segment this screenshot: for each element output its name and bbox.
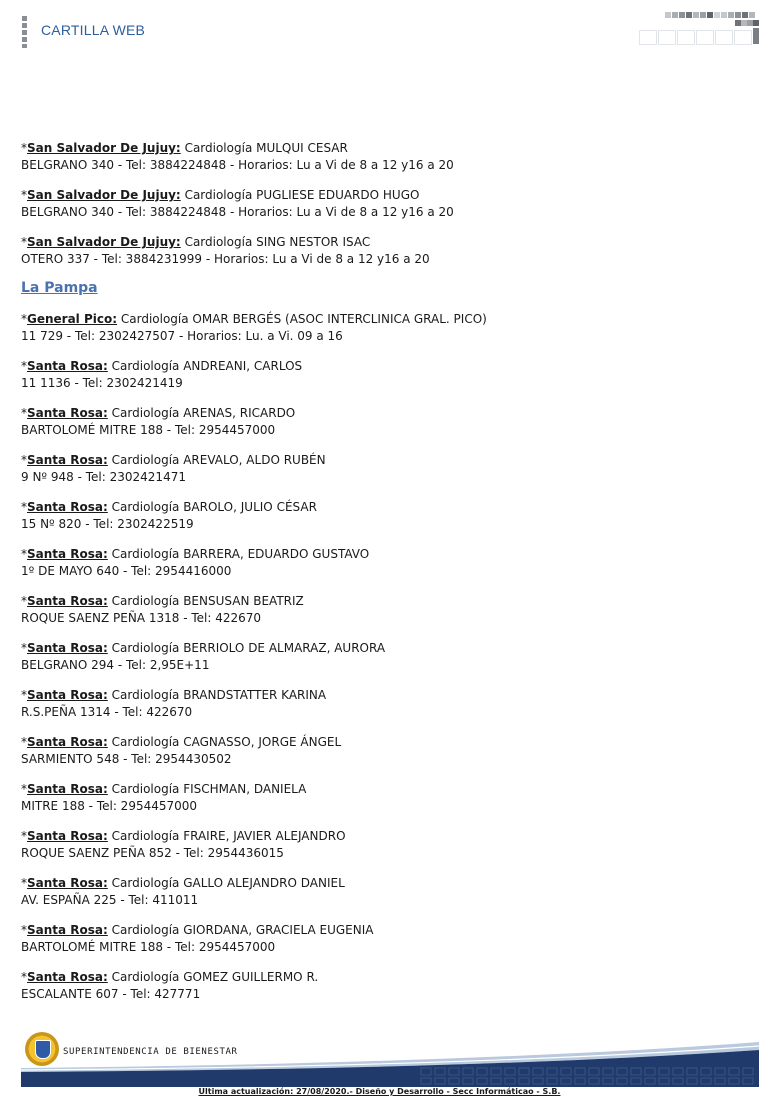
directory-entry <box>21 140 741 173</box>
page-header <box>0 0 759 60</box>
directory-entry <box>21 734 741 767</box>
entry-title-line: *Santa Rosa: Cardiología BENSUSAN BEATRIZ <box>21 594 304 608</box>
entry-title-line: *General Pico: Cardiología OMAR BERGÉS (ASOC INTERCLINICA GRAL. PICO) <box>21 312 487 326</box>
entry-specialty: Cardiología ANDREANI, CARLOS <box>111 359 303 373</box>
directory-entry <box>21 969 741 1002</box>
entry-specialty: Cardiología SING NESTOR ISAC <box>184 235 371 249</box>
entry-specialty: Cardiología OMAR BERGÉS (ASOC INTERCLINICA GRAL. PICO) <box>120 312 487 326</box>
entry-city: Santa Rosa: <box>27 500 108 514</box>
entry-city: San Salvador De Jujuy: <box>27 141 181 155</box>
entry-specialty: Cardiología GOMEZ GUILLERMO R. <box>111 970 319 984</box>
entry-city: Santa Rosa: <box>27 453 108 467</box>
entry-title-line: *Santa Rosa: Cardiología GIORDANA, GRACIELA EUGENIA <box>21 923 374 937</box>
entry-city: Santa Rosa: <box>27 970 108 984</box>
organization-name: SUPERINTENDENCIA DE BIENESTAR <box>63 1047 238 1057</box>
header-mosaic-icon <box>637 10 759 48</box>
entry-specialty: Cardiología GIORDANA, GRACIELA EUGENIA <box>111 923 374 937</box>
entry-detail: MITRE 188 - Tel: 2954457000 <box>21 798 198 813</box>
entry-specialty: Cardiología AREVALO, ALDO RUBÉN <box>111 453 326 467</box>
entry-specialty: Cardiología BRANDSTATTER KARINA <box>111 688 327 702</box>
entry-title-line: *Santa Rosa: Cardiología BERRIOLO DE ALMARAZ, AURORA <box>21 641 386 655</box>
entry-specialty: Cardiología GALLO ALEJANDRO DANIEL <box>111 876 345 890</box>
entry-detail: ROQUE SAENZ PEÑA 852 - Tel: 2954436015 <box>21 845 284 860</box>
directory-entry <box>21 828 741 861</box>
organization-emblem-icon <box>25 1032 59 1066</box>
entry-detail: OTERO 337 - Tel: 3884231999 - Horarios: Lu a Vi de 8 a 12 y16 a 20 <box>21 251 430 266</box>
entry-city: Santa Rosa: <box>27 782 108 796</box>
entry-detail: SARMIENTO 548 - Tel: 2954430502 <box>21 751 232 766</box>
entry-detail: BELGRANO 340 - Tel: 3884224848 - Horarios: Lu a Vi de 8 a 12 y16 a 20 <box>21 204 454 219</box>
last-update-note: Ultima actualización: 27/08/2020.- Diseño y Desarrollo - Secc Informáticao - S.B. <box>198 1087 561 1096</box>
entry-detail: ESCALANTE 607 - Tel: 427771 <box>21 986 201 1001</box>
entry-specialty: Cardiología BARRERA, EDUARDO GUSTAVO <box>111 547 370 561</box>
entry-city: San Salvador De Jujuy: <box>27 235 181 249</box>
entry-city: Santa Rosa: <box>27 594 108 608</box>
entry-specialty: Cardiología PUGLIESE EDUARDO HUGO <box>184 188 420 202</box>
directory-entry <box>21 640 741 673</box>
entry-city: Santa Rosa: <box>27 735 108 749</box>
entry-city: Santa Rosa: <box>27 923 108 937</box>
entry-city: San Salvador De Jujuy: <box>27 188 181 202</box>
entry-city: Santa Rosa: <box>27 688 108 702</box>
entry-specialty: Cardiología CAGNASSO, JORGE ÁNGEL <box>111 735 342 749</box>
header-title: CARTILLA WEB <box>41 22 146 38</box>
entry-detail: BARTOLOMÉ MITRE 188 - Tel: 2954457000 <box>21 422 276 437</box>
entry-detail: 11 729 - Tel: 2302427507 - Horarios: Lu. a Vi. 09 a 16 <box>21 328 343 343</box>
entry-detail: BARTOLOMÉ MITRE 188 - Tel: 2954457000 <box>21 939 276 954</box>
directory-entry <box>21 546 741 579</box>
entry-city: Santa Rosa: <box>27 547 108 561</box>
directory-entry <box>21 187 741 220</box>
entry-detail: R.S.PEÑA 1314 - Tel: 422670 <box>21 704 193 719</box>
entry-detail: 9 Nº 948 - Tel: 2302421471 <box>21 469 186 484</box>
directory-entry <box>21 311 741 344</box>
entry-specialty: Cardiología FISCHMAN, DANIELA <box>111 782 307 796</box>
entry-city: Santa Rosa: <box>27 829 108 843</box>
directory-entry <box>21 499 741 532</box>
entry-city: Santa Rosa: <box>27 359 108 373</box>
entry-title-line: *Santa Rosa: Cardiología FRAIRE, JAVIER ALEJANDRO <box>21 829 346 843</box>
directory-entry <box>21 922 741 955</box>
entry-title-line: *Santa Rosa: Cardiología GOMEZ GUILLERMO R. <box>21 970 319 984</box>
entry-title-line: *Santa Rosa: Cardiología BRANDSTATTER KARINA <box>21 688 327 702</box>
entry-title-line: *Santa Rosa: Cardiología ANDREANI, CARLOS <box>21 359 303 373</box>
entry-detail: 15 Nº 820 - Tel: 2302422519 <box>21 516 194 531</box>
directory-entry <box>21 452 741 485</box>
directory-list <box>21 140 741 1016</box>
directory-entry <box>21 687 741 720</box>
entry-detail: AV. ESPAÑA 225 - Tel: 411011 <box>21 892 199 907</box>
entry-title-line: *San Salvador De Jujuy: Cardiología PUGLIESE EDUARDO HUGO <box>21 188 420 202</box>
footer-band <box>21 1032 759 1087</box>
entry-detail: BELGRANO 340 - Tel: 3884224848 - Horarios: Lu a Vi de 8 a 12 y16 a 20 <box>21 157 454 172</box>
directory-entry <box>21 405 741 438</box>
directory-entry <box>21 875 741 908</box>
directory-entry <box>21 781 741 814</box>
entry-city: Santa Rosa: <box>27 876 108 890</box>
section-title-la-pampa[interactable]: La Pampa <box>21 280 98 296</box>
entry-title-line: *Santa Rosa: Cardiología FISCHMAN, DANIELA <box>21 782 307 796</box>
entry-detail: 11 1136 - Tel: 2302421419 <box>21 375 183 390</box>
directory-entry <box>21 234 741 267</box>
entry-title-line: *Santa Rosa: Cardiología GALLO ALEJANDRO DANIEL <box>21 876 345 890</box>
directory-entry <box>21 358 741 391</box>
entry-title-line: *Santa Rosa: Cardiología AREVALO, ALDO RUBÉN <box>21 453 326 467</box>
entry-title-line: *Santa Rosa: Cardiología ARENAS, RICARDO <box>21 406 296 420</box>
entry-title-line: *Santa Rosa: Cardiología CAGNASSO, JORGE ÁNGEL <box>21 735 342 749</box>
entry-detail: 1º DE MAYO 640 - Tel: 2954416000 <box>21 563 232 578</box>
entry-city: Santa Rosa: <box>27 406 108 420</box>
entry-specialty: Cardiología BAROLO, JULIO CÉSAR <box>111 500 317 514</box>
directory-entry <box>21 593 741 626</box>
entry-specialty: Cardiología BERRIOLO DE ALMARAZ, AURORA <box>111 641 386 655</box>
entry-title-line: *San Salvador De Jujuy: Cardiología MULQUI CESAR <box>21 141 348 155</box>
entry-title-line: *San Salvador De Jujuy: Cardiología SING NESTOR ISAC <box>21 235 371 249</box>
entry-city: General Pico: <box>27 312 118 326</box>
entry-city: Santa Rosa: <box>27 641 108 655</box>
entry-specialty: Cardiología MULQUI CESAR <box>184 141 348 155</box>
entry-specialty: Cardiología FRAIRE, JAVIER ALEJANDRO <box>111 829 346 843</box>
entry-title-line: *Santa Rosa: Cardiología BARRERA, EDUARDO GUSTAVO <box>21 547 370 561</box>
entry-detail: BELGRANO 294 - Tel: 2,95E+11 <box>21 657 210 672</box>
header-bar-icon <box>22 16 27 48</box>
entry-title-line: *Santa Rosa: Cardiología BAROLO, JULIO CÉSAR <box>21 500 317 514</box>
entry-specialty: Cardiología ARENAS, RICARDO <box>111 406 296 420</box>
entry-specialty: Cardiología BENSUSAN BEATRIZ <box>111 594 304 608</box>
footer-wave-icon <box>21 1032 759 1087</box>
entry-detail: ROQUE SAENZ PEÑA 1318 - Tel: 422670 <box>21 610 262 625</box>
